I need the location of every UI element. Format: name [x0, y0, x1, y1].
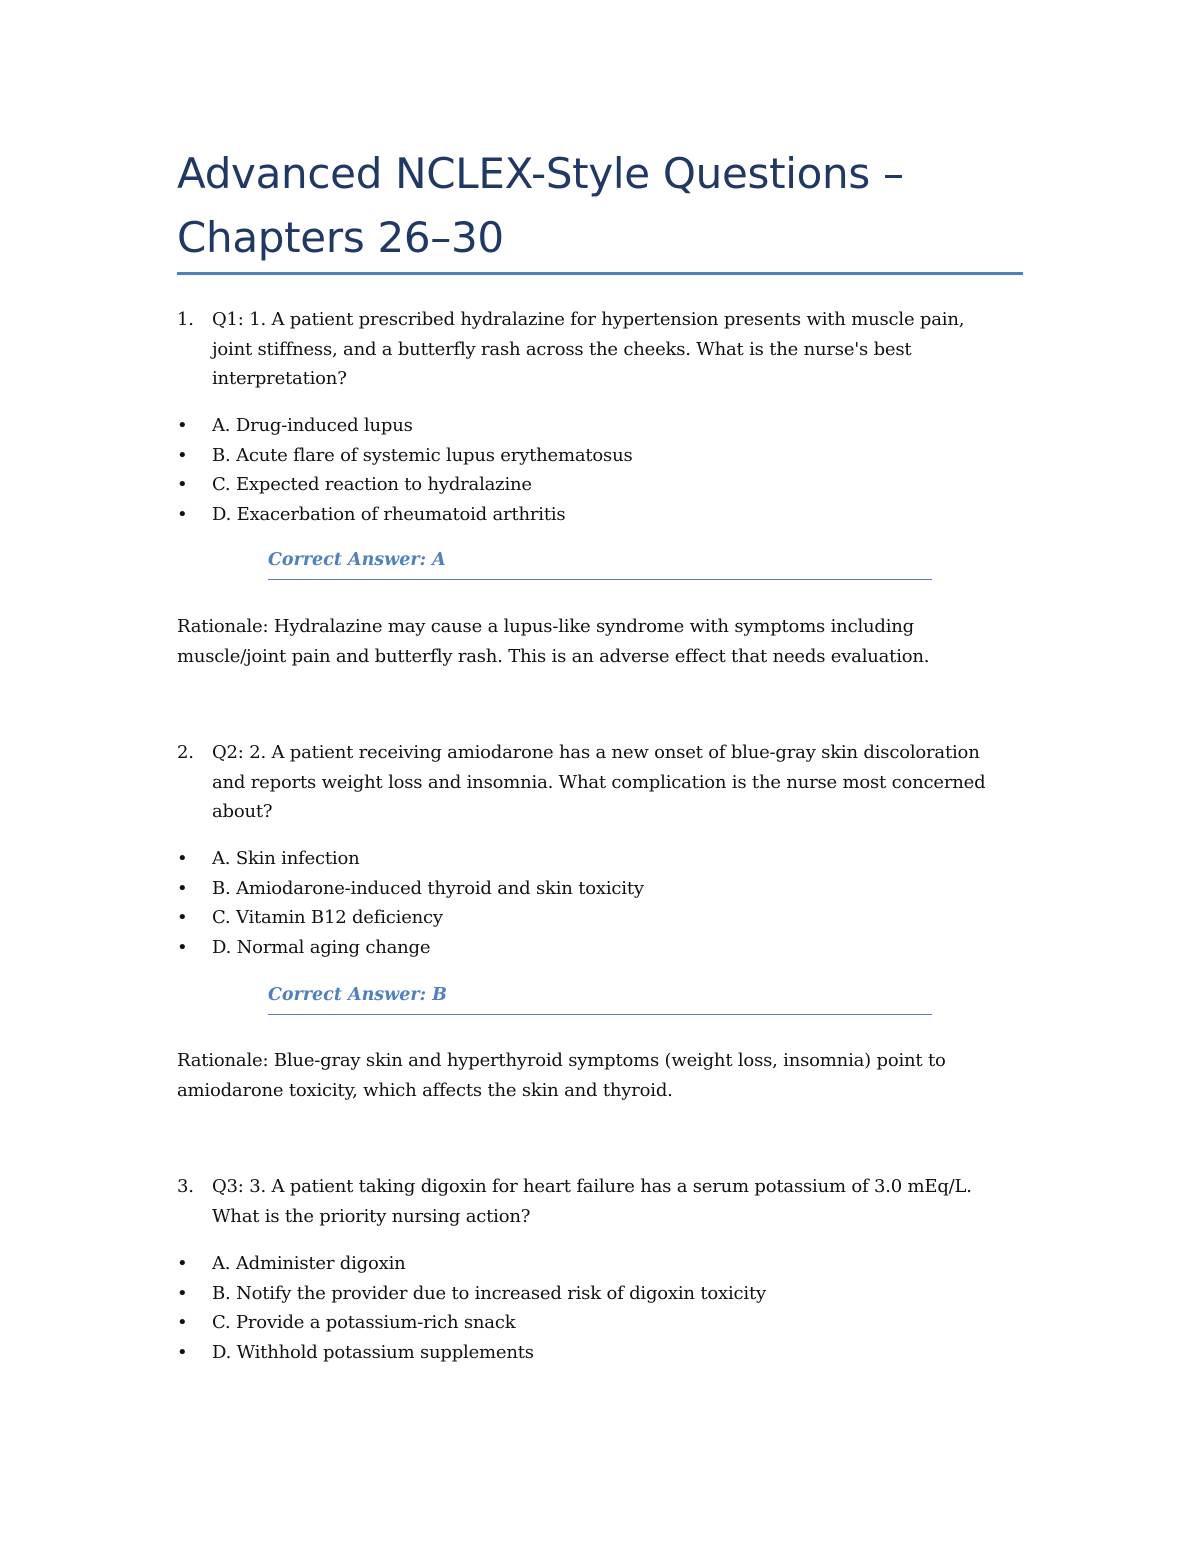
option-text: B. Amiodarone-induced thyroid and skin toxicity [212, 877, 644, 899]
question-1 [177, 305, 1007, 394]
bullet-icon: • [177, 415, 188, 436]
option-item [177, 1249, 1007, 1279]
option-item [177, 411, 1007, 441]
bullet-icon: • [177, 503, 188, 525]
option-text: C. Vitamin B12 deficiency [212, 907, 443, 928]
rationale-1: Rationale: Hydralazine may cause a lupus-like syndrome with symptoms including muscle/joint pain and butterfly rash. This is an adverse effect that needs evaluation. [177, 616, 930, 667]
correct-answer-text: Correct Answer: A [268, 550, 446, 570]
bullet-icon: • [177, 1282, 188, 1304]
answer-underline [268, 1014, 932, 1015]
option-text: A. Administer digoxin [212, 1253, 406, 1274]
option-text: B. Notify the provider due to increased risk of digoxin toxicity [212, 1282, 766, 1304]
question-number: 3. [177, 1176, 194, 1197]
question-2 [177, 738, 1007, 827]
rationale-2: Rationale: Blue-gray skin and hyperthyroid symptoms (weight loss, insomnia) point to amiodarone toxicity, which affects the skin and thyroid. [177, 1050, 946, 1101]
answer-underline [268, 579, 932, 580]
question-text: Q2: 2. A patient receiving amiodarone has a new onset of blue-gray skin discoloration and reports weight loss and insomnia. What complication is the nurse most concerned about? [212, 742, 986, 822]
bullet-icon: • [177, 474, 188, 495]
option-text: A. Drug-induced lupus [212, 415, 413, 436]
document-title: Advanced NCLEX-Style Questions – Chapters 26–30 [177, 149, 904, 262]
option-text: D. Withhold potassium supplements [212, 1341, 534, 1363]
option-text: A. Skin infection [212, 848, 360, 869]
bullet-icon: • [177, 444, 188, 466]
bullet-icon: • [177, 877, 188, 899]
option-item [177, 1279, 1007, 1309]
option-item [177, 903, 1007, 933]
options-list-1 [177, 411, 1007, 529]
correct-answer-text: Correct Answer: B [268, 985, 447, 1005]
option-item [177, 1338, 1007, 1368]
option-item [177, 1308, 1007, 1338]
bullet-icon: • [177, 1341, 188, 1363]
question-number: 1. [177, 309, 194, 330]
options-list-2 [177, 844, 1007, 962]
option-item [177, 844, 1007, 874]
option-text: C. Expected reaction to hydralazine [212, 474, 532, 495]
option-item [177, 470, 1007, 500]
option-item [177, 933, 1007, 963]
option-text: C. Provide a potassium-rich snack [212, 1312, 516, 1333]
bullet-icon: • [177, 1312, 188, 1333]
bullet-icon: • [177, 1253, 188, 1274]
bullet-icon: • [177, 907, 188, 928]
title-underline [177, 272, 1023, 275]
question-number: 2. [177, 742, 194, 763]
bullet-icon: • [177, 848, 188, 869]
question-text: Q1: 1. A patient prescribed hydralazine for hypertension presents with muscle pain, joint stiffness, and a butterfly rash across the cheeks. What is the nurse's best interpretation? [212, 309, 965, 389]
correct-answer-2 [268, 981, 932, 1015]
option-item [177, 441, 1007, 471]
option-item [177, 500, 1007, 530]
option-text: B. Acute flare of systemic lupus erythematosus [212, 444, 633, 466]
question-3 [177, 1172, 1007, 1231]
question-text: Q3: 3. A patient taking digoxin for heart failure has a serum potassium of 3.0 mEq/L. What is the priority nursing action? [212, 1176, 972, 1227]
correct-answer-1 [268, 546, 932, 580]
option-text: D. Normal aging change [212, 936, 431, 958]
bullet-icon: • [177, 936, 188, 958]
option-item [177, 874, 1007, 904]
options-list-3 [177, 1249, 1007, 1367]
option-text: D. Exacerbation of rheumatoid arthritis [212, 503, 566, 525]
